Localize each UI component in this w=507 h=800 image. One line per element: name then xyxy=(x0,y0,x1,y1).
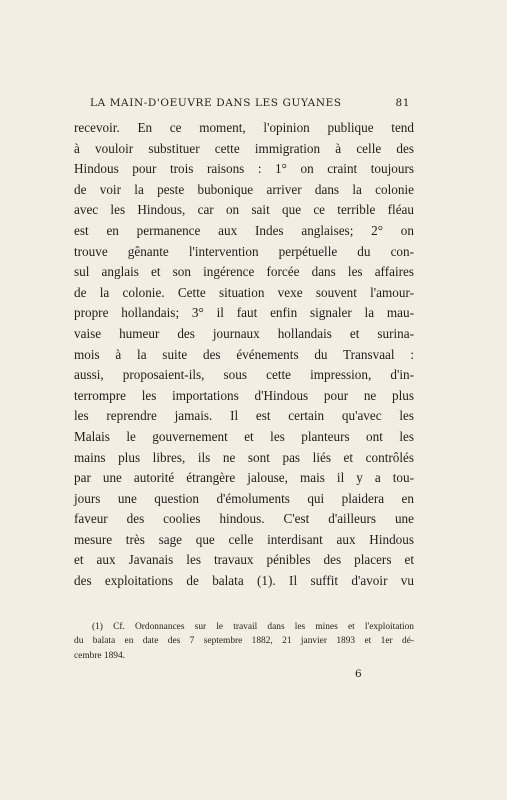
text-line: mois à la suite des événements du Transvaal : xyxy=(74,346,414,362)
text-line: mains plus libres, ils ne sont pas liés et contrôlés xyxy=(74,449,414,465)
text-line: les reprendre jamais. Il est certain qu'avec les xyxy=(74,408,414,424)
text-line: faveur des coolies hindous. C'est d'ailleurs une xyxy=(74,511,414,527)
text-line: trouve gênante l'intervention perpétuelle du con- xyxy=(74,243,414,259)
footnote-line: cembre 1894. xyxy=(74,650,126,661)
text-line: propre hollandais; 3° il faut enfin signaler la mau- xyxy=(74,305,414,321)
text-line: de voir la peste bubonique arriver dans la colonie xyxy=(74,181,414,197)
text-line: aussi, proposaient-ils, sous cette impression, d'in- xyxy=(74,367,414,383)
footnote xyxy=(74,620,414,663)
footnote-line: (1) Cf. Ordonnances sur le travail dans les mines et l'exploitation xyxy=(92,622,414,632)
text-line: avec les Hindous, car on sait que ce terrible fléau xyxy=(74,202,414,218)
text-line: vaise humeur des journaux hollandais et surina- xyxy=(74,325,414,341)
text-line: de la colonie. Cette situation vexe souvent l'amour- xyxy=(74,284,414,300)
text-line: jours une question d'émoluments qui plaidera en xyxy=(74,490,414,506)
text-line: est en permanence aux Indes anglaises; 2° on xyxy=(74,222,414,238)
running-head xyxy=(90,97,410,109)
footnote-line: du balata en date des 7 septembre 1882, 21 janvier 1893 et 1er dé- xyxy=(74,636,414,647)
text-line: mesure très sage que celle interdisant aux Hindous xyxy=(74,531,414,547)
text-line: des exploitations de balata (1). Il suffit d'avoir vu xyxy=(74,573,414,589)
running-title: LA MAIN-D'OEUVRE DANS LES GUYANES xyxy=(90,97,342,109)
text-line: terrompre les importations d'Hindous pour ne plus xyxy=(74,387,414,403)
page-number: 81 xyxy=(395,97,410,109)
text-line: par une autorité étrangère jalouse, mais il y a tou- xyxy=(74,470,414,486)
text-line: Hindous pour trois raisons : 1° on craint toujours xyxy=(74,161,414,177)
signature-mark: 6 xyxy=(355,668,362,680)
text-line: sul anglais et son ingérence forcée dans les affaires xyxy=(74,264,414,280)
text-line: à vouloir substituer cette immigration à celle des xyxy=(74,140,414,156)
text-line: recevoir. En ce moment, l'opinion publique tend xyxy=(74,120,414,135)
text-line: Malais le gouvernement et les planteurs ont les xyxy=(74,428,414,444)
body-text xyxy=(74,118,414,592)
text-line: et aux Javanais les travaux pénibles des placers et xyxy=(74,552,414,568)
